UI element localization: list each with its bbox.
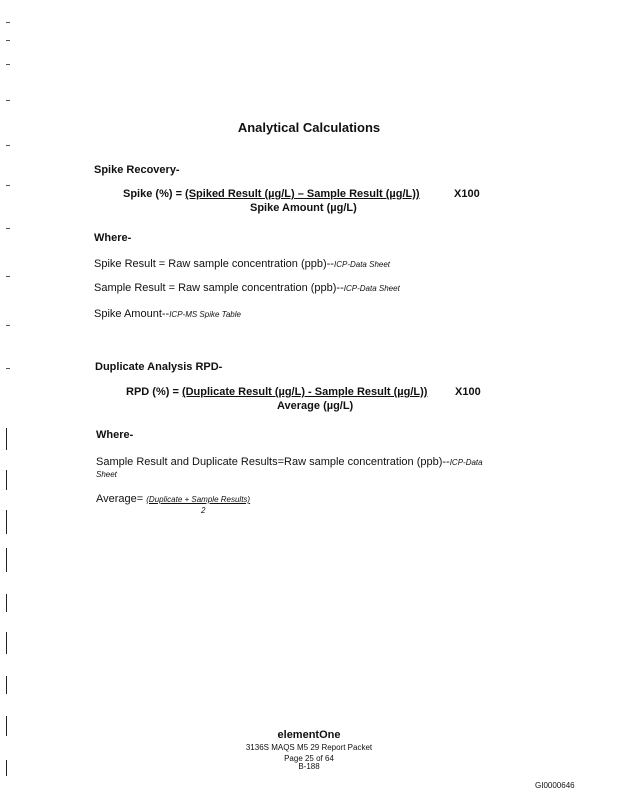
footer-page: Page 25 of 64 (284, 754, 334, 763)
spike-formula-lhs: Spike (%) = (123, 188, 186, 200)
footer-stamp: B-188 (298, 762, 320, 771)
spike-multiplier: X100 (454, 188, 480, 200)
rpd-def-results (96, 456, 483, 468)
spike-where: Where- (94, 232, 132, 244)
document-id: GI0000646 (535, 781, 575, 790)
rpd-def1-source-b: Sheet (96, 470, 117, 479)
spike-recovery-heading: Spike Recovery- (94, 164, 180, 176)
footer-report: 3136S MAQS M5 29 Report Packet (245, 743, 373, 752)
page-title: Analytical Calculations (237, 120, 381, 135)
footer-org: elementOne (277, 729, 341, 741)
spike-numerator: (Spiked Result (µg/L) – Sample Result (µg/L)) (185, 188, 420, 200)
rpd-def1-source-a: ICP-Data (449, 458, 483, 467)
rpd-formula-lhs: RPD (%) = (126, 386, 182, 398)
rpd-numerator: (Duplicate Result (µg/L) - Sample Result (µg/L)) (181, 386, 428, 398)
spike-def1-text: Spike Result = Raw sample concentration (ppb)-- (94, 258, 334, 270)
rpd-denominator: Average (µg/L) (277, 400, 354, 412)
rpd-formula-numerator (126, 386, 427, 398)
spike-formula-numerator (123, 188, 420, 200)
spike-def1-source: ICP-Data Sheet (333, 260, 391, 269)
spike-def-sample-result (94, 282, 400, 294)
spike-def3-source: ICP-MS Spike Table (169, 310, 241, 319)
spike-denominator: Spike Amount (µg/L) (250, 202, 357, 214)
rpd-average-numerator: (Duplicate + Sample Results) (146, 495, 251, 504)
spike-def3-text: Spike Amount-- (94, 308, 170, 320)
rpd-heading: Duplicate Analysis RPD- (95, 361, 223, 373)
rpd-where: Where- (96, 429, 134, 441)
spike-def-spike-amount (94, 308, 241, 320)
rpd-average-denominator: 2 (201, 506, 206, 515)
rpd-multiplier: X100 (455, 386, 481, 398)
spike-def-spike-result (94, 258, 390, 270)
spike-def2-source: ICP-Data Sheet (343, 284, 400, 293)
rpd-average-label: Average= (96, 493, 147, 505)
rpd-average-formula (96, 493, 250, 505)
rpd-def1-text: Sample Result and Duplicate Results=Raw sample concentration (ppb)-- (96, 456, 450, 468)
spike-def2-text: Sample Result = Raw sample concentration (ppb)-- (94, 282, 344, 294)
